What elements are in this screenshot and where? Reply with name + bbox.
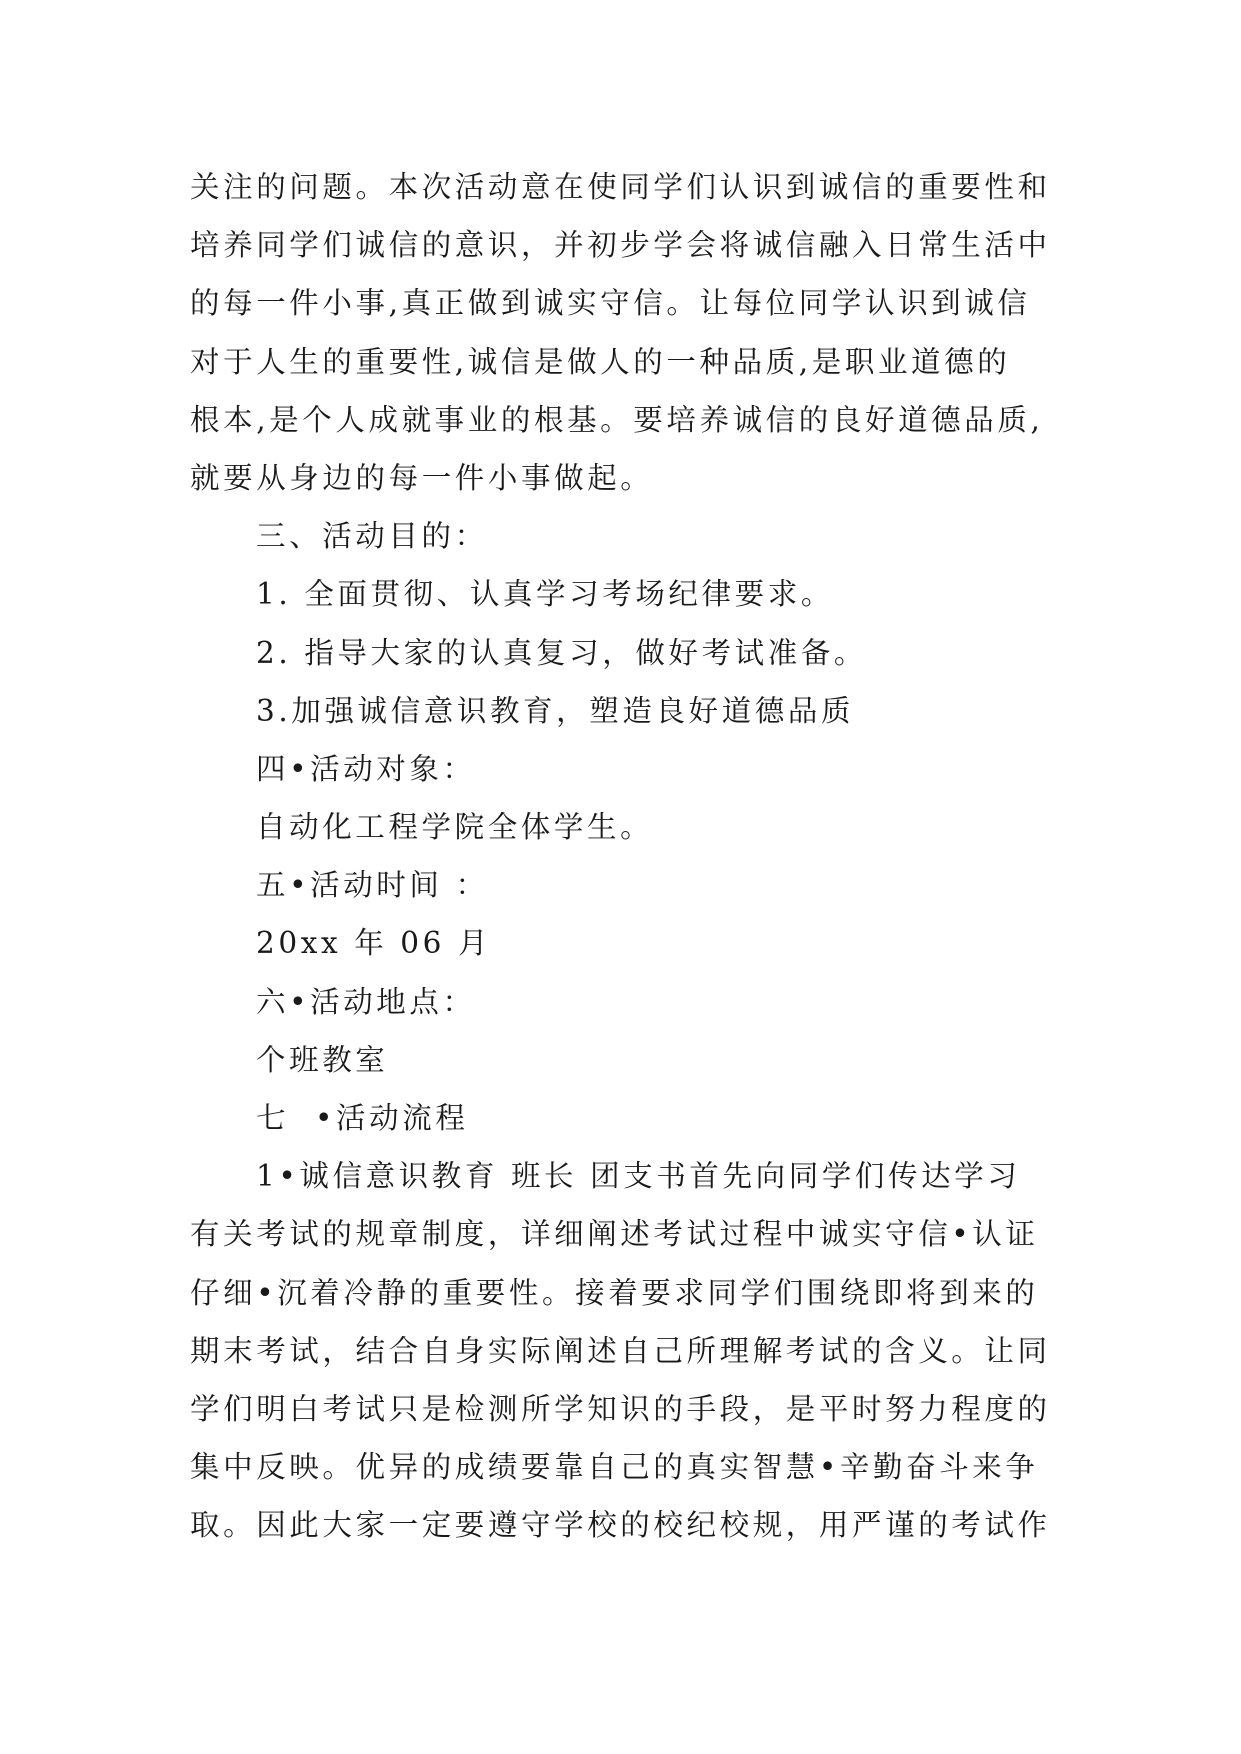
document-body: [190, 158, 1070, 1555]
list-item: 3.加强诚信意识教育，塑造良好道德品质: [256, 693, 855, 728]
section-heading: 五•活动时间 ：: [256, 868, 489, 903]
text-line: 自动化工程学院全体学生。: [256, 810, 654, 845]
list-item: 2. 指导大家的认真复习，做好考试准备。: [256, 635, 868, 670]
text-line: 1•诚信意识教育 班长 团支书首先向同学们传达学习: [256, 1159, 1021, 1194]
text-line: 个班教室: [256, 1042, 389, 1077]
section-heading: 四•活动对象：: [256, 751, 476, 786]
text-line: 有关考试的规章制度，详细阐述考试过程中诚实守信•认证: [190, 1217, 1039, 1252]
text-line: 关注的问题。本次活动意在使同学们认识到诚信的重要性和: [190, 170, 1051, 204]
section-heading: 三、活动目的：: [256, 519, 488, 554]
section-heading: 六•活动地点：: [256, 984, 476, 1019]
text-line: 对于人生的重要性,诚信是做人的一种品质,是职业道德的: [190, 344, 1011, 379]
text-line: 就要从身边的每一件小事做起。: [190, 460, 654, 495]
text-line: 20xx 年 06 月: [256, 926, 492, 961]
text-line: 期末考试，结合自身实际阐述自己所理解考试的含义。让同: [190, 1333, 1051, 1368]
text-line: 集中反映。优异的成绩要靠自己的真实智慧•辛勤奋斗来争: [190, 1450, 1039, 1485]
text-line: 的每一件小事,真正做到诚实守信。让每位同学认识到诚信: [190, 286, 1031, 321]
text-line: 仔细•沉着冷静的重要性。接着要求同学们围绕即将到来的: [190, 1275, 1039, 1310]
text-line: 取。因此大家一定要遵守学校的校纪校规，用严谨的考试作: [190, 1508, 1051, 1543]
text-line: 培养同学们诚信的意识，并初步学会将诚信融入日常生活中: [190, 228, 1051, 263]
section-heading: 七 •活动流程: [256, 1101, 469, 1135]
text-line: 学们明白考试只是检测所学知识的手段，是平时努力程度的: [190, 1391, 1051, 1426]
list-item: 1. 全面贯彻、认真学习考场纪律要求。: [256, 577, 834, 612]
text-line: 根本,是个人成就事业的根基。要培养诚信的良好道德品质,: [190, 402, 1044, 437]
